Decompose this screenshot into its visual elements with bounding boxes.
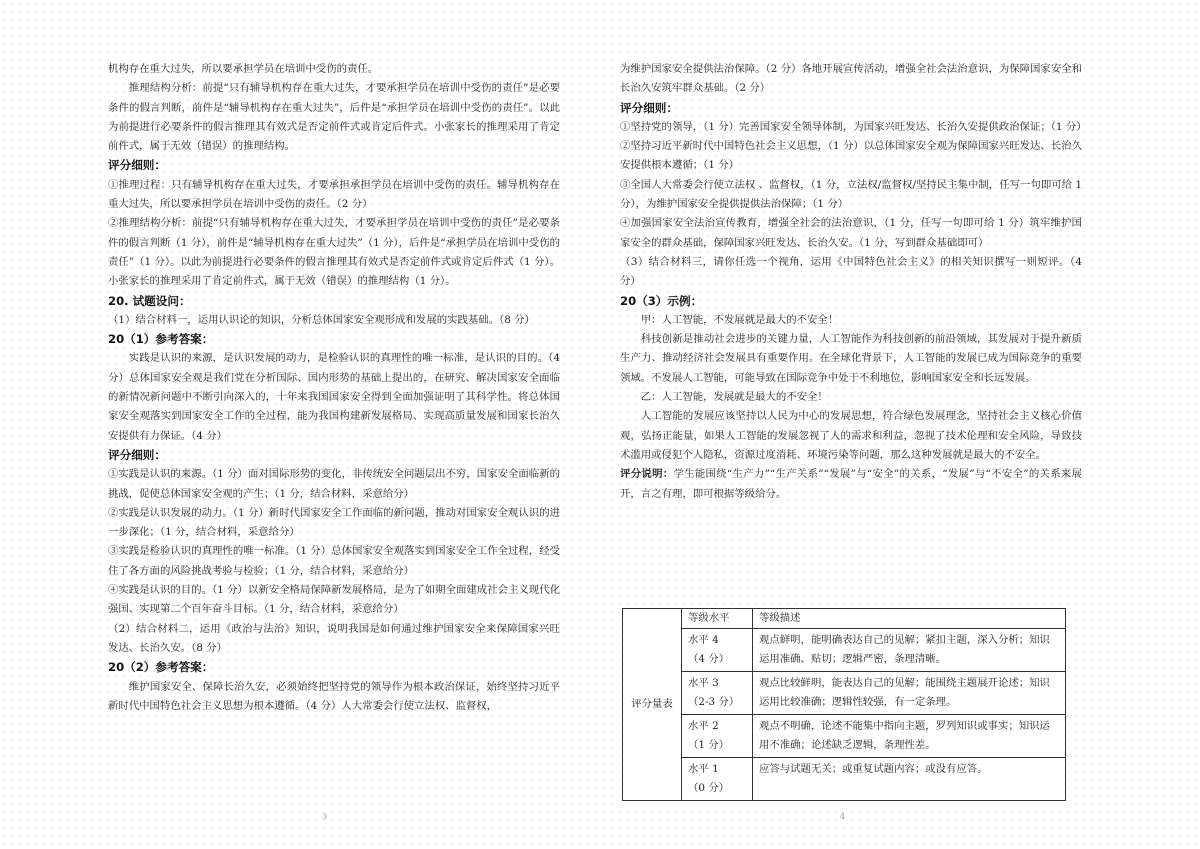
table-row xyxy=(623,758,1066,801)
paragraph: ④实践是认识的目的。（1 分）以新安全格局保障新发展格局，是为了如期全面建成社会主义现代化强国、实现第二个百年奋斗目标。（1 分，结合材料，采意给分） xyxy=(108,584,560,616)
table-side-label: 评分量表 xyxy=(623,609,682,801)
paragraph: ④加强国家安全法治宣传教育，增强全社会的法治意识，（1 分，任写一句即可给 1 分）筑牢维护国家安全的群众基础，保障国家兴旺发达、长治久安。（1 分，写到群众基础即可） xyxy=(620,217,1082,249)
section-heading: 20（3）示例： xyxy=(620,293,703,308)
paragraph: ③全国人大常委会行使立法权 、监督权，（1 分，立法权/监督权/坚持民主集中制，任写一句即可给 1 分），为维护国家安全提供提供法治保障；（1 分） xyxy=(620,178,1082,211)
section-heading: 20（2）参考答案： xyxy=(108,660,214,675)
question: （3）结合材料三，请你任选一个视角，运用《中国特色社会主义》的相关知识撰写一则短评。（4 分） xyxy=(620,255,1082,288)
left-column xyxy=(108,60,560,716)
section-heading: 评分细则： xyxy=(108,158,166,173)
desc-cell: 观点鲜明，能明确表达自己的见解；紧扣主题，深入分析；知识运用准确、贴切；逻辑严密，条理清晰。 xyxy=(753,629,1066,672)
grading-table xyxy=(622,608,1066,801)
paragraph: 维护国家安全、保障长治久安，必须始终把坚持党的领导作为根本政治保证，始终坚持习近平新时代中国特色社会主义思想为根本遵循。（4 分）人大常委会行使立法权、监督权， xyxy=(108,680,560,712)
question: （1）结合材料一，运用认识论的知识，分析总体国家安全观形成和发展的实践基础。（8 分） xyxy=(108,313,535,326)
table-header-desc: 等级描述 xyxy=(753,609,1066,629)
paragraph: 推理结构分析：前提“只有辅导机构存在重大过失，才要承担学员在培训中受伤的责任”是必要条件的假言判断，前件是“辅导机构存在重大过失”，后件是“承担学员在培训中受伤的责任”。以此为前提进行必要条件的假言推理其有效式是否定前件式或肯定后件式。小张家长的推理采用了肯定前件式，属于无效（错误）的推理结构。 xyxy=(108,82,560,153)
paragraph: 科技创新是推动社会进步的关键力量，人工智能作为科技创新的前沿领域，其发展对于提升新质生产力、推动经济社会发展具有重要作用。在全球化背景下，人工智能的发展已成为国际竞争的重要领域。不发展人工智能，可能导致在国际竞争中处于不利地位，影响国家安全和长远发展。 xyxy=(620,333,1082,384)
right-column xyxy=(620,60,1087,504)
paragraph: 乙：人工智能，发展就是最大的不安全！ xyxy=(640,391,828,404)
paragraph: 实践是认识的来源，是认识发展的动力，是检验认识的真理性的唯一标准，是认识的目的。（4 分）总体国家安全观是我们党在分析国际、国内形势的基础上提出的，在研究、解决国家安全面临的新情况新问题中不断引向深入的，十年来我国国家安全得到全面加强证明了其科学性。将总体国家安全观落实到国家安全工作的全过程，能为我国构建新发展格局、实现高质量发展和国家长治久安提供有力保证。（4 分） xyxy=(108,352,560,442)
level-cell: 水平 4 （4 分） xyxy=(682,629,753,672)
paragraph: ②推理结构分析：前提“只有辅导机构存在重大过失，才要承担学员在培训中受伤的责任”是必要条件的假言判断（1 分），前件是“辅导机构存在重大过失”（1 分），后件是“承担学员在培训中受伤的责任”（1 分）。以此为前提进行必要条件的假言推理其有效式是否定前件式或肯定后件式（1 分）。小张家长的推理采用了肯定前件式，属于无效（错误）的推理结构（1 分）。 xyxy=(108,217,560,288)
section-heading: 评分细则： xyxy=(620,100,678,115)
scoring-note xyxy=(620,465,1082,504)
level-cell: 水平 1 （0 分） xyxy=(682,758,753,801)
scoring-note-label: 评分说明： xyxy=(620,468,674,481)
paragraph: 甲：人工智能，不发展就是最大的不安全！ xyxy=(640,313,839,326)
desc-cell: 观点比较鲜明，能表达自己的见解；能围绕主题展开论述；知识运用比较准确；逻辑性较强，有一定条理。 xyxy=(753,672,1066,715)
desc-cell: 观点不明确，论述不能集中指向主题，罗列知识或事实；知识运用不准确；论述缺乏逻辑，条理性差。 xyxy=(753,715,1066,758)
section-heading: 20. 试题设问： xyxy=(108,293,191,308)
paragraph: ③实践是检验认识的真理性的唯一标准。（1 分）总体国家安全观落实到国家安全工作全过程，经受住了各方面的风险挑战考验与检验；（1 分，结合材料，采意给分） xyxy=(108,545,560,577)
table-row xyxy=(623,672,1066,715)
page-number: 3 xyxy=(322,812,328,821)
table-header-row xyxy=(623,609,1066,629)
paragraph: 机构存在重大过失，所以要承担学员在培训中受伤的责任。 xyxy=(108,63,379,75)
table-row xyxy=(623,629,1066,672)
paragraph: ①实践是认识的来源。（1 分）面对国际形势的变化，非传统安全问题层出不穷，国家安全面临新的挑战，促使总体国家安全观的产生；（1 分，结合材料，采意给分） xyxy=(108,468,560,500)
question: （2）结合材料二，运用《政治与法治》知识，说明我国是如何通过维护国家安全来保障国家兴旺发达、长治久安。（8 分） xyxy=(108,622,560,654)
section-heading: 20（1）参考答案： xyxy=(108,332,214,347)
table-header-level: 等级水平 xyxy=(682,609,753,629)
page-number: 4 xyxy=(840,812,846,821)
paragraph: ②坚持习近平新时代中国特色社会主义思想，（1 分）以总体国家安全观为保障国家兴旺发达、长治久安提供根本遵循；（1 分） xyxy=(620,140,1082,172)
desc-cell: 应答与试题无关；或重复试题内容；或没有应答。 xyxy=(753,758,1066,801)
paragraph: ②实践是认识发展的动力。（1 分）新时代国家安全工作面临的新问题，推动对国家安全观认识的进一步深化；（1 分，结合材料，采意给分） xyxy=(108,506,560,539)
paragraph: ①推理过程：只有辅导机构存在重大过失，才要承担承担学员在培训中受伤的责任。辅导机构存在重大过失，所以要承担学员在培训中受伤的责任。（2 分） xyxy=(108,178,560,211)
paragraph: 人工智能的发展应该坚持以人民为中心的发展思想，符合绿色发展理念，坚持社会主义核心价值观，弘扬正能量，如果人工智能的发展忽视了人的需求和利益，忽视了技术伦理和安全风险，导致技术滥用或侵犯个人隐私，资源过度消耗、环境污染等问题，那么这种发展就是最大的不安全。 xyxy=(620,410,1082,461)
level-cell: 水平 2 （1 分） xyxy=(682,715,753,758)
paragraph: 为维护国家安全提供法治保障。（2 分）各地开展宣传活动，增强全社会法治意识，为保障国家安全和长治久安筑牢群众基础。（2 分） xyxy=(620,63,1082,95)
table-row xyxy=(623,715,1066,758)
section-heading: 评分细则： xyxy=(108,447,166,462)
scoring-note-text: 学生能围绕“生产力”“生产关系”“发展”与“安全”的关系，“发展”与“不安全”的关系来展开，言之有理，即可根据等级给分。 xyxy=(620,468,1082,500)
paragraph: ①坚持党的领导，（1 分）完善国家安全领导体制，为国家兴旺发达、长治久安提供政治保证；（1 分） xyxy=(620,120,1087,133)
level-cell: 水平 3 （2-3 分） xyxy=(682,672,753,715)
